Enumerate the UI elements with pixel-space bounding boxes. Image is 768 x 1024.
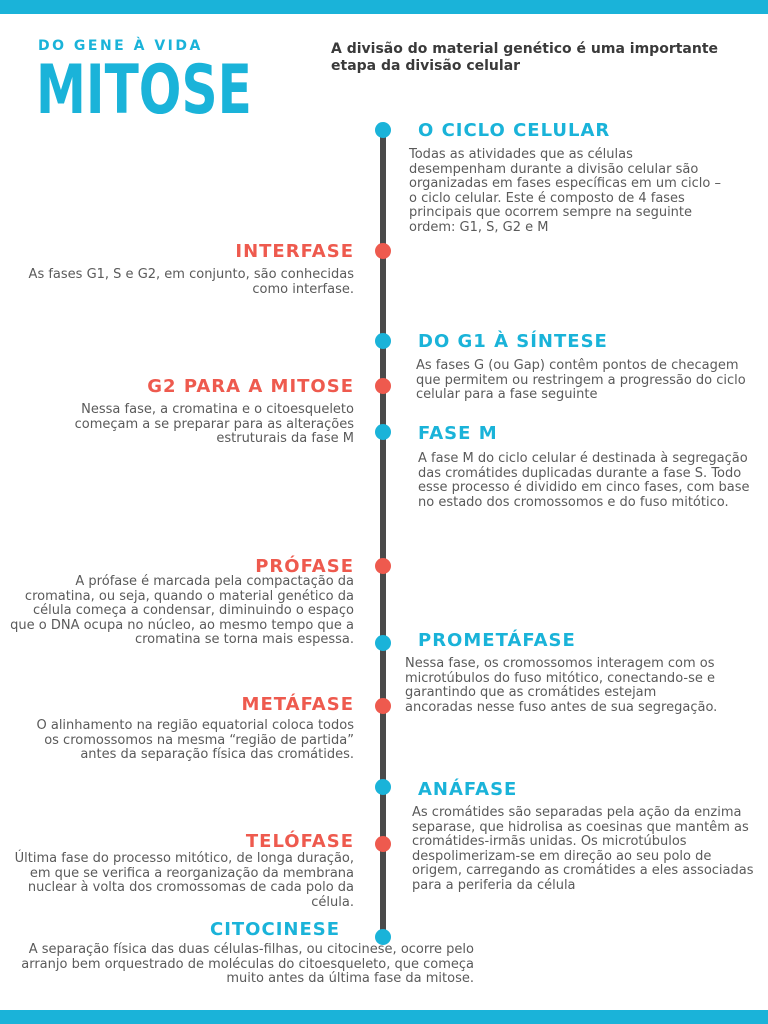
timeline-dot-fasem	[375, 424, 391, 440]
section-text-citocinese: A separação física das duas células-filhas, ou citocinese, ocorre pelo arranjo bem orquestrado de moléculas do citoesqueleto, que começa muito antes da última fase da mitose.	[21, 942, 474, 987]
page-title: MITOSE	[36, 51, 252, 130]
section-text-profase: A prófase é marcada pela compactação da cromatina, ou seja, quando o material genético da célula começa a condensar, diminuindo o espaço que o DNA ocupa no núcleo, ao mesmo tempo que a cromatina se torna mais espessa.	[10, 574, 354, 648]
section-text-ciclo: Todas as atividades que as células desempenham durante a divisão celular são organizadas em fases específicas em um ciclo – o ciclo celular. Este é composto de 4 fases principais que ocorrem sempre na seguinte ordem: G1, S, G2 e M	[409, 147, 721, 235]
timeline-dot-prometafase	[375, 635, 391, 651]
section-text-fasem: A fase M do ciclo celular é destinada à segregação das cromátides duplicadas durante a fase S. Todo esse processo é dividido em cinco fases, com base no estado dos cromossomos e do fuso mitótico.	[418, 451, 750, 510]
section-text-g1: As fases G (ou Gap) contêm pontos de checagem que permitem ou restringem a progressão do ciclo celular para a fase seguinte	[416, 358, 746, 403]
section-text-metafase: O alinhamento na região equatorial coloca todos os cromossomos na mesma “região de partida” antes da separação física das cromátides.	[36, 718, 354, 763]
section-title-fasem: FASE M	[418, 423, 498, 444]
timeline-dot-interfase	[375, 243, 391, 259]
section-title-profase: PRÓFASE	[255, 556, 354, 577]
section-title-g1: DO G1 À SÍNTESE	[418, 331, 608, 352]
section-text-prometafase: Nessa fase, os cromossomos interagem com os microtúbulos do fuso mitótico, conectando-se e garantindo que as cromátides estejam ancoradas nesse fuso antes de sua segregação.	[405, 656, 718, 715]
timeline-dot-metafase	[375, 698, 391, 714]
timeline-dot-ciclo	[375, 122, 391, 138]
timeline-dot-profase	[375, 558, 391, 574]
section-title-prometafase: PROMETÁFASE	[418, 630, 576, 651]
section-title-citocinese: CITOCINESE	[210, 919, 341, 940]
section-title-interfase: INTERFASE	[235, 241, 354, 262]
bottom-accent-bar	[0, 1010, 768, 1024]
section-title-ciclo: O CICLO CELULAR	[418, 120, 611, 141]
timeline-dot-g2	[375, 378, 391, 394]
section-text-anafase: As cromátides são separadas pela ação da enzima separase, que hidrolisa as coesinas que mantêm as cromátides-irmãs unidas. Os microtúbulos despolimerizam-se em direção ao seu polo de origem, carregando as cromátides a eles associadas para a periferia da célula	[412, 805, 754, 893]
timeline-dot-telofase	[375, 836, 391, 852]
page-subtitle: A divisão do material genético é uma importante etapa da divisão celular	[331, 41, 719, 74]
header-kicker: DO GENE À VIDA	[38, 38, 203, 54]
section-title-g2: G2 PARA A MITOSE	[147, 376, 354, 397]
section-text-telofase: Última fase do processo mitótico, de longa duração, em que se verifica a reorganização da membrana nuclear à volta dos cromossomas de cada polo da célula.	[14, 851, 354, 910]
top-accent-bar	[0, 0, 768, 14]
timeline-dot-anafase	[375, 779, 391, 795]
section-title-anafase: ANÁFASE	[418, 779, 518, 800]
section-text-interfase: As fases G1, S e G2, em conjunto, são conhecidas como interfase.	[28, 267, 354, 297]
timeline-dot-g1	[375, 333, 391, 349]
section-title-metafase: METÁFASE	[241, 694, 354, 715]
section-text-g2: Nessa fase, a cromatina e o citoesqueleto começam a se preparar para as alterações estruturais da fase M	[74, 402, 354, 447]
section-title-telofase: TELÓFASE	[245, 831, 354, 852]
